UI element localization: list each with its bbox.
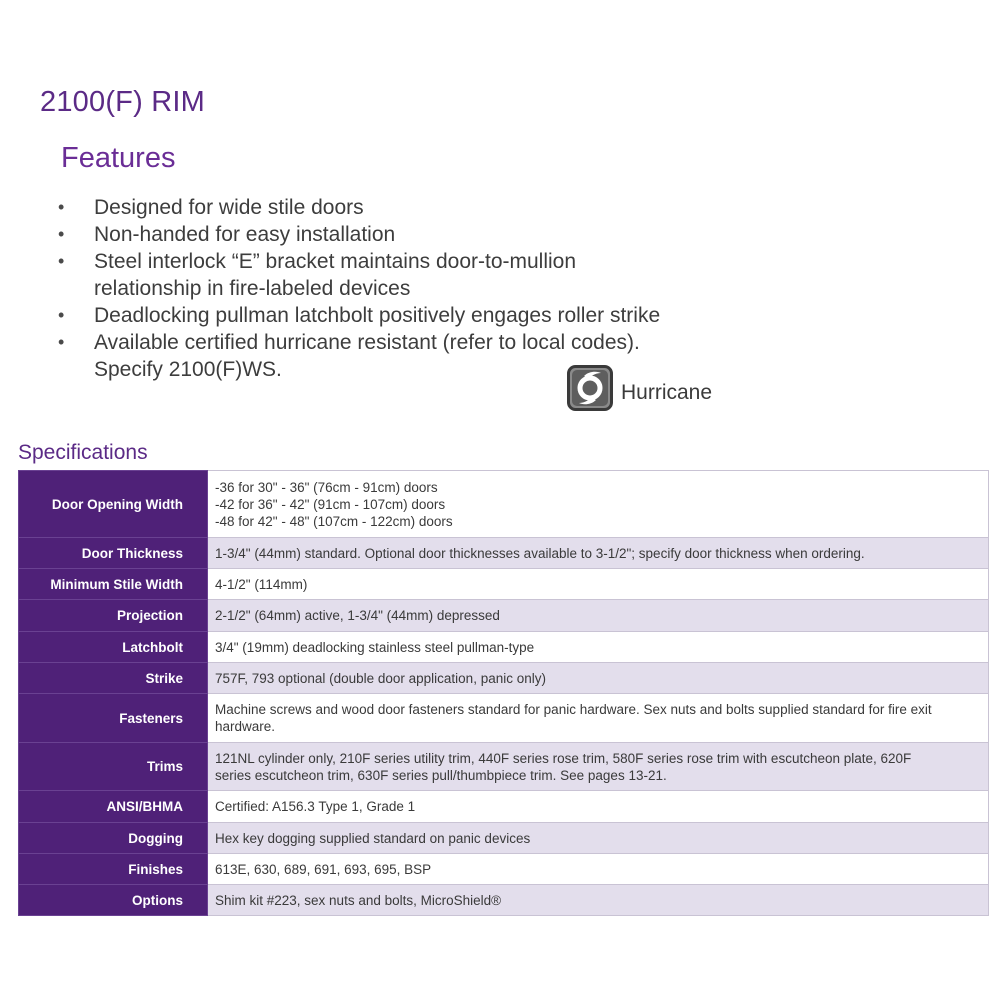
hurricane-badge <box>567 365 712 411</box>
bullet-icon: • <box>58 224 65 244</box>
spec-label: Fasteners <box>19 694 208 743</box>
spec-label: Minimum Stile Width <box>19 569 208 600</box>
spec-label: Door Thickness <box>19 538 208 569</box>
bullet-icon: • <box>58 251 65 271</box>
spec-label: Finishes <box>19 854 208 885</box>
spec-label: Latchbolt <box>19 632 208 663</box>
table-row <box>19 538 989 569</box>
feature-item: • Designed for wide stile doors <box>58 196 364 219</box>
spec-value: 613E, 630, 689, 691, 693, 695, BSP <box>208 854 989 885</box>
spec-value: Shim kit #223, sex nuts and bolts, MicroShield® <box>208 885 989 916</box>
spec-value: 3/4" (19mm) deadlocking stainless steel pullman-type <box>208 632 989 663</box>
spec-value: Hex key dogging supplied standard on panic devices <box>208 823 989 854</box>
table-row <box>19 791 989 823</box>
feature-item: • Non-handed for easy installation <box>58 223 396 246</box>
spec-value: 2-1/2" (64mm) active, 1-3/4" (44mm) depressed <box>208 600 989 632</box>
spec-value: 4-1/2" (114mm) <box>208 569 989 600</box>
spec-value: Certified: A156.3 Type 1, Grade 1 <box>208 791 989 823</box>
hurricane-label: Hurricane <box>621 381 713 404</box>
bullet-icon: • <box>58 197 65 217</box>
feature-item: • Deadlocking pullman latchbolt positively engages roller strike <box>58 304 661 327</box>
bullet-icon: • <box>58 305 65 325</box>
table-row <box>19 823 989 854</box>
table-row <box>19 632 989 663</box>
spec-label: Options <box>19 885 208 916</box>
table-row <box>19 743 989 791</box>
spec-label: ANSI/BHMA <box>19 791 208 823</box>
spec-label: Door Opening Width <box>19 471 208 538</box>
hurricane-icon <box>567 365 613 411</box>
features-heading: Features <box>61 142 176 174</box>
spec-value: -36 for 30" - 36" (76cm - 91cm) doors -42 for 36" - 42" (91cm - 107cm) doors -48 for 42" - 48" (107cm - 122cm) doors <box>208 471 989 538</box>
table-row <box>19 663 989 694</box>
product-title: 2100(F) RIM <box>40 86 205 118</box>
feature-item: • Steel interlock “E” bracket maintains door-to-mullion relationship in fire-labeled devices <box>58 250 577 300</box>
spec-value: 1-3/4" (44mm) standard. Optional door thicknesses available to 3-1/2"; specify door thickness when ordering. <box>208 538 989 569</box>
spec-value: 757F, 793 optional (double door application, panic only) <box>208 663 989 694</box>
spec-value: Machine screws and wood door fasteners standard for panic hardware. Sex nuts and bolts supplied standard for fire exit hardware. <box>208 694 989 743</box>
spec-label: Projection <box>19 600 208 632</box>
specifications-table <box>18 470 989 916</box>
spec-label: Strike <box>19 663 208 694</box>
table-row <box>19 885 989 916</box>
feature-item: • Available certified hurricane resistant (refer to local codes). Specify 2100(F)WS. <box>58 331 640 381</box>
spec-value: 121NL cylinder only, 210F series utility trim, 440F series rose trim, 580F series rose trim with escutcheon plate, 620F series escutcheon trim, 630F series pull/thumbpiece trim. See pages 13-21. <box>208 743 989 791</box>
spec-label: Dogging <box>19 823 208 854</box>
table-row <box>19 569 989 600</box>
specifications-heading: Specifications <box>18 441 148 464</box>
table-row <box>19 854 989 885</box>
spec-label: Trims <box>19 743 208 791</box>
table-row <box>19 600 989 632</box>
features-list <box>58 194 758 383</box>
table-row <box>19 471 989 538</box>
bullet-icon: • <box>58 332 65 352</box>
table-row <box>19 694 989 743</box>
